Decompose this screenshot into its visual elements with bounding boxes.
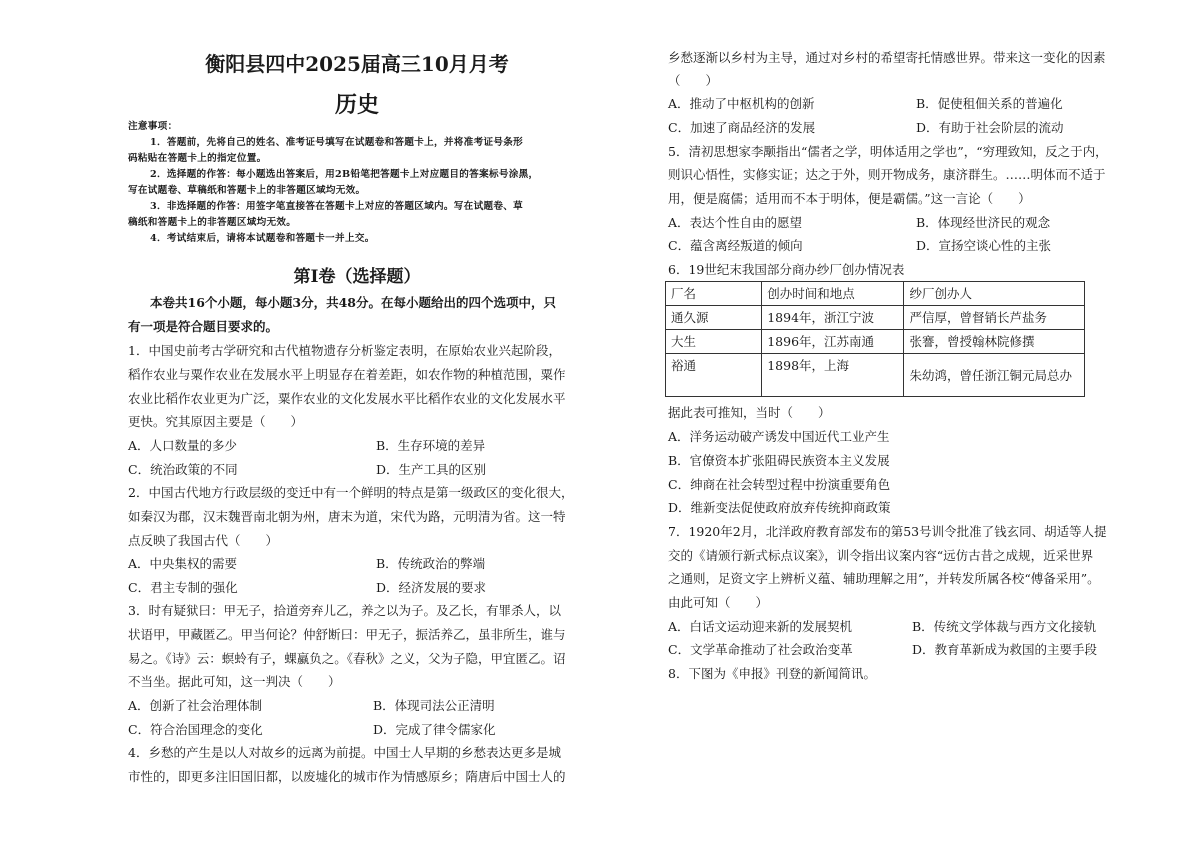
option-a: A．白话文运动迎来新的发展契机 [668,619,853,634]
table-cell: 大生 [666,330,762,354]
factory-table [665,281,1085,397]
question-text: 乡愁逐渐以乡村为主导，通过对乡村的希望寄托情感世界。带来这一变化的因素 [668,50,1106,65]
question-text: 交的《请颁行新式标点议案》，训令指出议案内容“远仿古昔之成规，近采世界 [668,548,1094,563]
table-row [666,330,1085,354]
table-cell: 1896年，江苏南通 [762,330,904,354]
question-text: 3．时有疑狱曰：甲无子，拾道旁弃儿乙，养之以为子。及乙长，有罪杀人，以 [128,603,561,618]
table-cell: 严信厚，曾督销长芦盐务 [904,306,1085,330]
table-header: 厂名 [666,282,762,306]
option-b: B．体现经世济民的观念 [916,215,1051,230]
notes-line: 1．答题前，先将自己的姓名、准考证号填写在试题卷和答题卡上，并将准考证号条形 [150,137,524,148]
option-c: C．统治政策的不同 [128,462,238,477]
question-text: 点反映了我国古代（ ） [128,533,279,548]
question-text: 更快。究其原因主要是（ ） [128,414,304,429]
question-text: 稻作农业与粟作农业在发展水平上明显存在着差距，如农作物的种植范围，粟作 [128,367,566,382]
table-cell: 张謇，曾授翰林院修撰 [904,330,1085,354]
question-text: 农业比稻作农业更为广泛，粟作农业的文化发展水平比稻作农业的文化发展水平 [128,391,566,406]
table-cell: 朱幼鸿，曾任浙江铜元局总办 [904,354,1085,397]
option-a: A．表达个性自由的愿望 [668,215,803,230]
table-header: 纱厂创办人 [904,282,1085,306]
subject-title: 历史 [334,92,379,118]
table-header: 创办时间和地点 [762,282,904,306]
question-text: 2．中国古代地方行政层级的变迁中有一个鲜明的特点是第一级政区的变化很大， [128,485,574,500]
option-d: D．教育革新成为救国的主要手段 [912,642,1098,657]
question-text: 之通则，足资文字上辨析义蕴、辅助理解之用”，并转发所属各校“傅备采用”。 [668,571,1100,586]
option-b: B．生存环境的差异 [376,438,486,453]
option-d: D．有助于社会阶层的流动 [916,120,1064,135]
option-a: A．中央集权的需要 [128,556,238,571]
question-text: 据此表可推知，当时（ ） [668,405,831,420]
table-cell: 1898年，上海 [762,354,904,397]
notes-line: 写在试题卷、草稿纸和答题卡上的非答题区域均无效。 [128,185,366,196]
table-cell: 1894年，浙江宁波 [762,306,904,330]
option-a: A．创新了社会治理体制 [128,698,263,713]
notes-line: 2．选择题的作答：每小题选出答案后，用2B铅笔把答题卡上对应题目的答案标号涂黑， [150,169,539,180]
section-title: 第Ⅰ卷（选择题） [293,267,421,287]
question-text: 状语甲，甲藏匿乙。甲当何论？仲舒断曰：甲无子，振活养乙，虽非所生，谁与 [128,627,566,642]
option-c: C．君主专制的强化 [128,580,238,595]
question-text: 8．下图为《申报》刊登的新闻简讯。 [668,666,876,681]
option-d: D．宣扬空谈心性的主张 [916,238,1052,253]
option-c: C．文学革命推动了社会政治变革 [668,642,853,657]
notes-line: 4．考试结束后，请将本试题卷和答题卡一并上交。 [150,233,375,244]
option-d: D．完成了律令儒家化 [373,722,496,737]
exam-title: 衡阳县四中2025届高三10月月考 [205,52,509,76]
table-row [666,306,1085,330]
option-b: B．传统文学体裁与西方文化接轨 [912,619,1097,634]
option-c: C．绅商在社会转型过程中扮演重要角色 [668,477,891,492]
question-text: 4．乡愁的产生是以人对故乡的远离为前提。中国士人早期的乡愁表达更多是城 [128,745,561,760]
option-a: A．推动了中枢机构的创新 [668,96,815,111]
option-a: A．洋务运动破产诱发中国近代工业产生 [668,429,890,444]
notes-line: 码粘贴在答题卡上的指定位置。 [128,153,267,164]
notes-line: 3．非选择题的作答：用签字笔直接答在答题卡上对应的答题区域内。写在试题卷、草 [150,201,524,212]
option-b: B．促使租佃关系的普遍化 [916,96,1063,111]
question-text: 市性的，即更多注旧国旧都，以废墟化的城市作为情感原乡；隋唐后中国士人的 [128,769,566,784]
question-text: 用，便是腐儒；适用而不本于明体，便是霸儒。”这一言论（ ） [668,191,1031,206]
option-d: D．经济发展的要求 [376,580,487,595]
notes-heading: 注意事项： [128,121,178,132]
question-text: 则识心悟性，实修实证；达之于外，则开物成务，康济群生。……明体而不适于 [668,167,1106,182]
option-b: B．体现司法公正清明 [373,698,495,713]
table-header-row [666,282,1085,306]
option-b: B．官僚资本扩张阻碍民族资本主义发展 [668,453,890,468]
table-cell: 通久源 [666,306,762,330]
section-intro: 有一项是符合题目要求的。 [128,319,279,334]
question-text: 由此可知（ ） [668,595,769,610]
table-caption: 6．19世纪末我国部分商办纱厂创办情况表 [668,262,905,277]
question-text: 7．1920年2月，北洋政府教育部发布的第53号训令批准了钱玄同、胡适等人提 [668,524,1107,539]
question-text: 如秦汉为郡，汉末魏晋南北朝为州，唐末为道，宋代为路，元明清为省。这一特 [128,509,566,524]
question-text: 易之。《诗》云：螟蛉有子，蜾蠃负之。《春秋》之义，父为子隐，甲宜匿乙。诏 [128,651,566,666]
section-intro: 本卷共16个小题，每小题3分，共48分。在每小题给出的四个选项中，只 [150,295,556,310]
question-text: 5．清初思想家李颙指出“儒者之学，明体适用之学也”，“穷理致知，反之于内， [668,144,1108,159]
table-cell: 裕通 [666,354,762,397]
table-row [666,354,1085,397]
question-text: 不当坐。据此可知，这一判决（ ） [128,674,341,689]
option-c: C．蕴含离经叛道的倾向 [668,238,803,253]
option-d: D．维新变法促使政府放弃传统抑商政策 [668,500,891,515]
option-c: C．符合治国理念的变化 [128,722,263,737]
question-text: 1．中国史前考古学研究和古代植物遗存分析鉴定表明，在原始农业兴起阶段， [128,343,561,358]
notes-line: 稿纸和答题卡上的非答题区域均无效。 [128,217,297,228]
option-d: D．生产工具的区别 [376,462,487,477]
option-c: C．加速了商品经济的发展 [668,120,816,135]
question-text: （ ） [668,73,719,88]
option-a: A．人口数量的多少 [128,438,238,453]
option-b: B．传统政治的弊端 [376,556,486,571]
